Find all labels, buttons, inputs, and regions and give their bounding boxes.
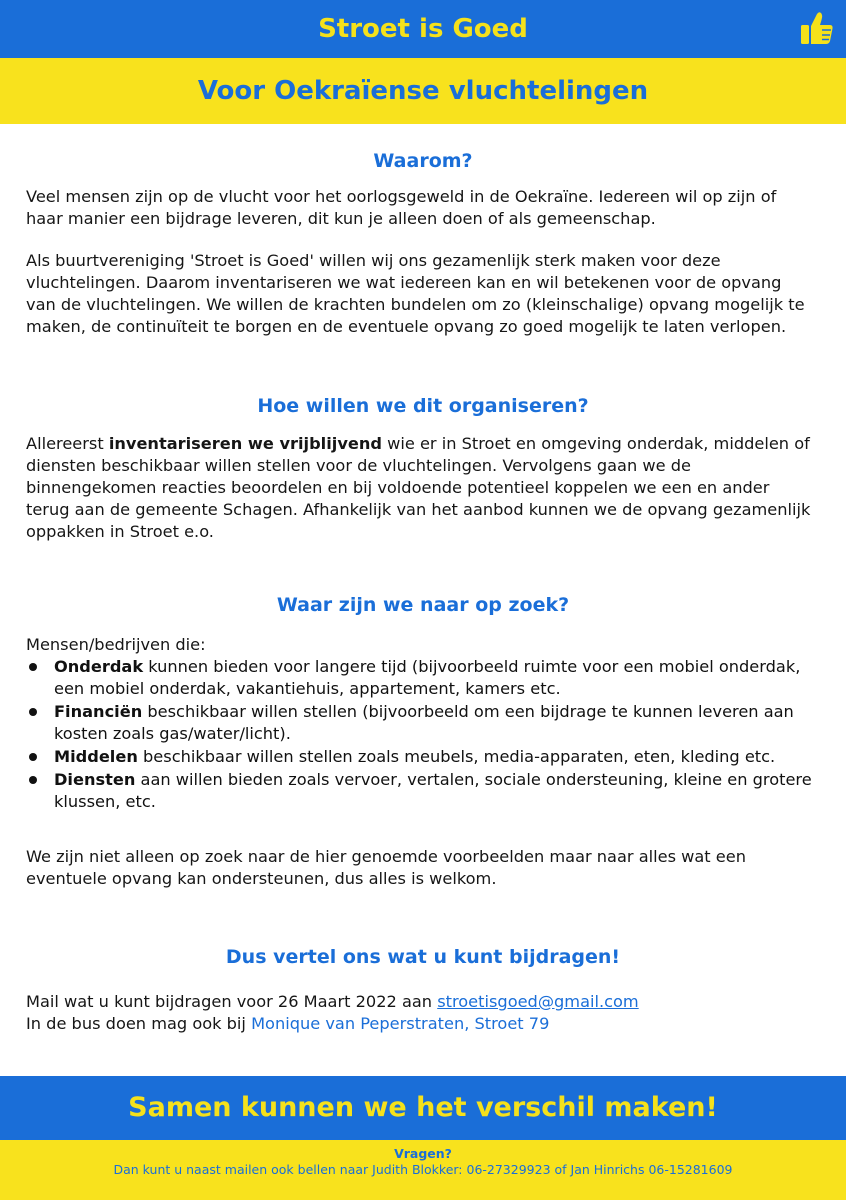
bijdragen-heading: Dus vertel ons wat u kunt bijdragen! xyxy=(225,946,621,968)
list-item-bold: Diensten xyxy=(54,770,136,789)
slogan: Samen kunnen we het verschil maken! xyxy=(128,1092,718,1123)
bus-line xyxy=(26,1013,816,1035)
mail-line xyxy=(26,991,816,1013)
waarom-paragraph-1: Veel mensen zijn op de vlucht voor het oorlogsgeweld in de Oekraïne. Iedereen wil op zijn of haar manier een bijdrage leveren, dit kun je alleen doen of als gemeenschap. xyxy=(26,187,777,228)
page-subtitle: Voor Oekraïense vluchtelingen xyxy=(197,76,649,106)
list-item-bold: Middelen xyxy=(54,747,138,766)
waarom-paragraph-2: Als buurtvereniging 'Stroet is Goed' willen wij ons gezamenlijk sterk maken voor deze vluchtelingen. Daarom inventariseren we wat iedereen kan en wil betekenen voor de opvang van de vluchtelingen. We willen de krachten bundelen om zo (kleinschalige) opvang mogelijk te maken, de continuïteit te borgen en de eventuele opvang zo goed mogelijk te laten verlopen. xyxy=(26,251,805,336)
zoek-heading: Waar zijn we naar op zoek? xyxy=(276,594,570,616)
list-item xyxy=(26,746,816,768)
list-item-text: kunnen bieden voor langere tijd (bijvoorbeeld ruimte voor een mobiel onderdak, een mobiel onderdak, vakantiehuis, appartement, kamers etc. xyxy=(54,657,801,698)
list-item-bold: Financiën xyxy=(54,702,143,721)
organiseren-heading: Hoe willen we dit organiseren? xyxy=(257,395,589,417)
organiseren-paragraph xyxy=(26,433,816,543)
footer-contact: Dan kunt u naast mailen ook bellen naar Judith Blokker: 06-27329923 of Jan Hinrichs 06-15281609 xyxy=(113,1162,733,1177)
organiseren-text-rest: wie er in Stroet en omgeving onderdak, middelen of diensten beschikbaar willen stellen voor de vluchtelingen. Vervolgens gaan we de binnengekomen reacties beoordelen en bij voldoende potentieel koppelen we een en ander terug aan de gemeente Schagen. Afhankelijk van het aanbod kunnen we de opvang gezamenlijk oppakken in Stroet e.o. xyxy=(26,434,811,541)
mail-text: Mail wat u kunt bijdragen voor 26 Maart 2022 aan xyxy=(26,992,438,1011)
list-item-bold: Onderdak xyxy=(54,657,144,676)
page-title: Stroet is Goed xyxy=(318,14,528,44)
list-item xyxy=(26,656,816,700)
bus-text: In de bus doen mag ook bij xyxy=(26,1014,252,1033)
zoek-intro: Mensen/bedrijven die: xyxy=(26,635,206,654)
waarom-heading: Waarom? xyxy=(373,150,473,172)
list-item-text: aan willen bieden zoals vervoer, vertalen, sociale ondersteuning, kleine en grotere klussen, etc. xyxy=(54,770,812,811)
zoek-list xyxy=(26,656,816,814)
organiseren-text-bold: inventariseren we vrijblijvend xyxy=(108,434,382,453)
footer-vragen: Vragen? xyxy=(394,1146,452,1161)
list-item-text: beschikbaar willen stellen (bijvoorbeeld om een bijdrage te kunnen leveren aan kosten zoals gas/water/licht). xyxy=(54,702,794,743)
email-link[interactable]: stroetisgoed@gmail.com xyxy=(437,992,639,1011)
list-item xyxy=(26,701,816,745)
list-item-text: beschikbaar willen stellen zoals meubels, media-apparaten, eten, kleding etc. xyxy=(137,747,776,766)
zoek-outro: We zijn niet alleen op zoek naar de hier genoemde voorbeelden maar naar alles wat een eventuele opvang kan ondersteunen, dus alles is welkom. xyxy=(26,847,746,888)
organiseren-text-start: Allereerst xyxy=(26,434,109,453)
list-item xyxy=(26,769,816,813)
bus-address: Monique van Peperstraten, Stroet 79 xyxy=(251,1014,550,1033)
thumbs-up-icon xyxy=(800,10,834,46)
